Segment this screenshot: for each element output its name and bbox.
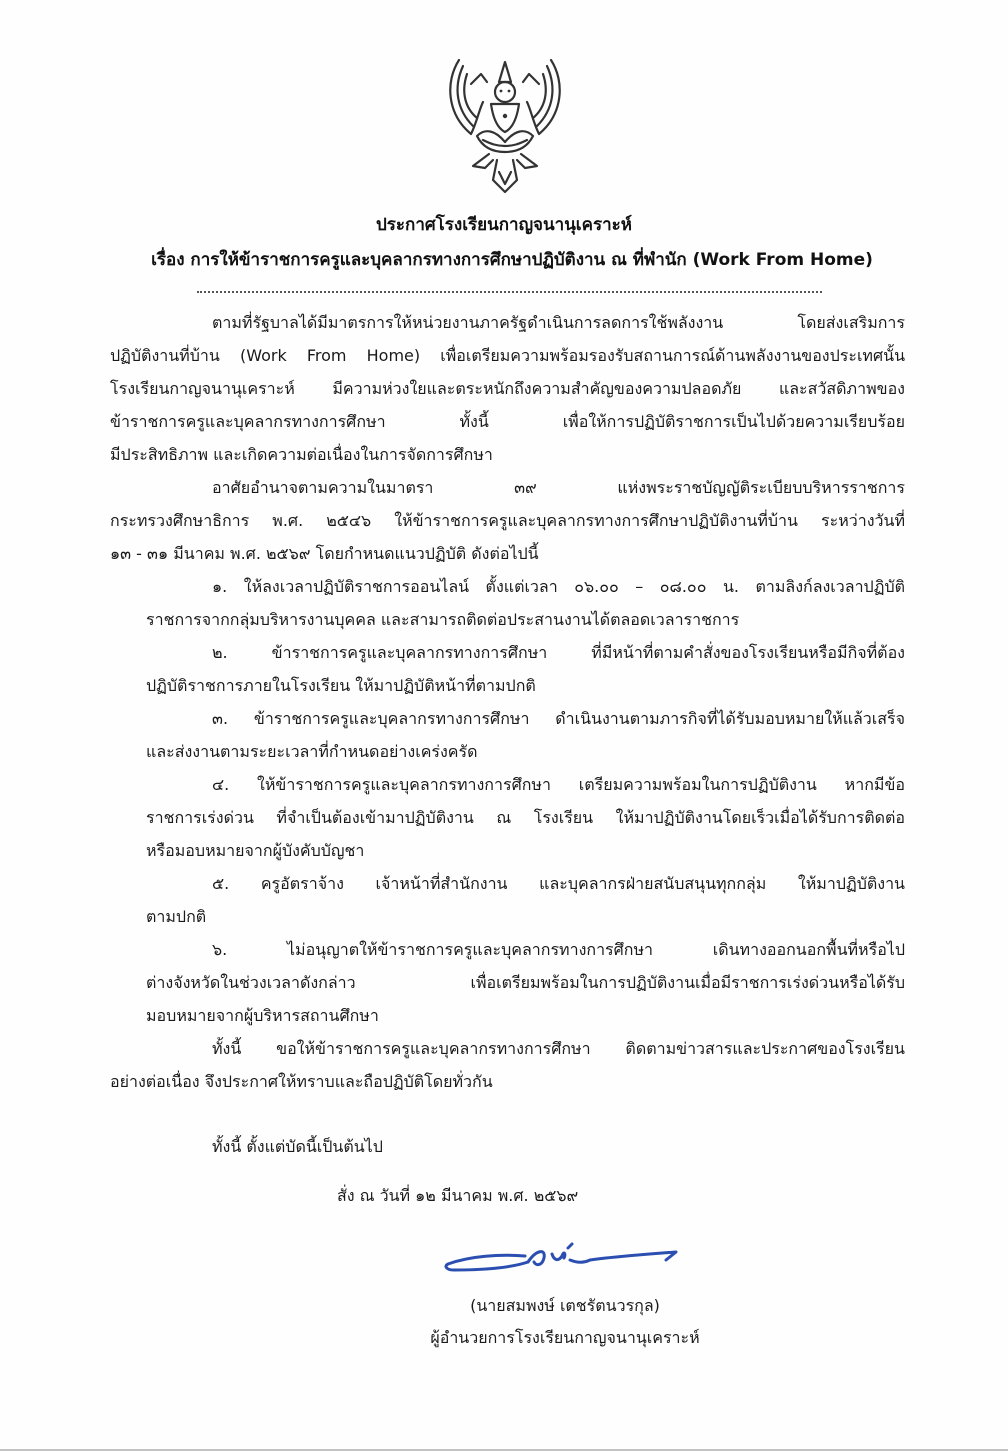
guideline-item-4-cont: หรือมอบหมายจากผู้บังคับบัญชา xyxy=(146,841,365,860)
intro-line: ข้าราชการครูและบุคลากรทางการศึกษา ทั้งนี้ เพื่อให้การปฏิบัติราชการเป็นไปด้วยความเรียบร้อย xyxy=(110,412,905,431)
item-number: ๒. xyxy=(212,643,228,662)
garuda-emblem-icon xyxy=(437,52,573,196)
authority-line: ๑๓ - ๓๑ มีนาคม พ.ศ. ๒๕๖๙ โดยกำหนดแนวปฏิบัติ ดังต่อไปนี้ xyxy=(110,544,539,563)
signature-icon xyxy=(440,1240,685,1280)
announcement-subject: เรื่อง การให้ข้าราชการครูและบุคลากรทางการศึกษาปฏิบัติงาน ณ ที่พำนัก (Work From Home) xyxy=(151,250,873,270)
item-text: ข้าราชการครูและบุคลากรทางการศึกษา ดำเนินงานตามภารกิจที่ได้รับมอบหมายให้แล้วเสร็จ xyxy=(253,709,905,728)
item-number: ๕. xyxy=(212,874,230,893)
guideline-item-6-cont: มอบหมายจากผู้บริหารสถานศึกษา xyxy=(146,1006,379,1025)
guideline-item-4 xyxy=(212,774,905,796)
intro-line: มีประสิทธิภาพ และเกิดความต่อเนื่องในการจัดการศึกษา xyxy=(110,445,493,464)
item-text: ให้ข้าราชการครูและบุคลากรทางการศึกษา เตรียมความพร้อมในการปฏิบัติงาน หากมีข้อ xyxy=(257,775,905,794)
guideline-item-1-cont: ราชการจากกลุ่มบริหารงานบุคคล และสามารถติดต่อประสานงานได้ตลอดเวลาราชการ xyxy=(146,610,740,629)
item-number: ๔. xyxy=(212,775,230,794)
intro-line: ปฏิบัติงานที่บ้าน (Work From Home) เพื่อเตรียมความพร้อมรองรับสถานการณ์ด้านพลังงานของประเทศนั้น xyxy=(110,346,905,365)
signer-title: ผู้อำนวยการโรงเรียนกาญจนานุเคราะห์ xyxy=(430,1328,700,1347)
authority-line: กระทรวงศึกษาธิการ พ.ศ. ๒๕๔๖ ให้ข้าราชการครูและบุคลากรทางการศึกษาปฏิบัติงานที่บ้าน ระหว่างวันที่ xyxy=(110,511,905,530)
guideline-item-4-cont: ราชการเร่งด่วน ที่จำเป็นต้องเข้ามาปฏิบัติงาน ณ โรงเรียน ให้มาปฏิบัติงานโดยเร็วเมื่อได้รับการติดต่อ xyxy=(146,808,905,827)
dotted-divider xyxy=(197,291,822,293)
guideline-item-5-cont: ตามปกติ xyxy=(146,907,207,926)
item-text: ข้าราชการครูและบุคลากรทางการศึกษา ที่มีหน้าที่ตามคำสั่งของโรงเรียนหรือมีกิจที่ต้อง xyxy=(271,643,905,662)
order-date: สั่ง ณ วันที่ ๑๒ มีนาคม พ.ศ. ๒๕๖๙ xyxy=(337,1186,579,1205)
item-text: ให้ลงเวลาปฏิบัติราชการออนไลน์ ตั้งแต่เวลา ๐๖.๐๐ – ๐๘.๐๐ น. ตามลิงก์ลงเวลาปฏิบัติ xyxy=(243,577,905,596)
guideline-item-2 xyxy=(212,642,905,664)
guideline-item-1 xyxy=(212,576,905,598)
guideline-item-3 xyxy=(212,708,905,730)
item-number: ๓. xyxy=(212,709,229,728)
intro-line: โรงเรียนกาญจนานุเคราะห์ มีความห่วงใยและตระหนักถึงความสำคัญของความปลอดภัย และสวัสดิภาพของ xyxy=(110,379,905,398)
guideline-item-6-cont: ต่างจังหวัดในช่วงเวลาดังกล่าว เพื่อเตรียมพร้อมในการปฏิบัติงานเมื่อมีราชการเร่งด่วนหรือได้รับ xyxy=(146,973,905,992)
closing-line: อย่างต่อเนื่อง จึงประกาศให้ทราบและถือปฏิบัติโดยทั่วกัน xyxy=(110,1072,493,1091)
item-text: ไม่อนุญาตให้ข้าราชการครูและบุคลากรทางการศึกษา เดินทางออกนอกพื้นที่หรือไป xyxy=(286,940,905,959)
guideline-item-3-cont: และส่งงานตามระยะเวลาที่กำหนดอย่างเคร่งครัด xyxy=(146,742,478,761)
closing-line: ทั้งนี้ ขอให้ข้าราชการครูและบุคลากรทางการศึกษา ติดตามข่าวสารและประกาศของโรงเรียน xyxy=(212,1039,905,1058)
guideline-item-2-cont: ปฏิบัติราชการภายในโรงเรียน ให้มาปฏิบัติหน้าที่ตามปกติ xyxy=(146,676,536,695)
effective-statement: ทั้งนี้ ตั้งแต่บัดนี้เป็นต้นไป xyxy=(212,1137,383,1156)
guideline-item-6 xyxy=(212,939,905,961)
item-number: ๑. xyxy=(212,577,228,596)
signer-name: (นายสมพงษ์ เตชรัตนวรกุล) xyxy=(470,1296,660,1315)
announcement-title: ประกาศโรงเรียนกาญจนานุเคราะห์ xyxy=(375,215,633,235)
authority-line: อาศัยอำนาจตามความในมาตรา ๓๙ แห่งพระราชบัญญัติระเบียบบริหารราชการ xyxy=(212,478,905,497)
item-text: ครูอัตราจ้าง เจ้าหน้าที่สำนักงาน และบุคลากรฝ่ายสนับสนุนทุกกลุ่ม ให้มาปฏิบัติงาน xyxy=(260,874,905,893)
intro-line: ตามที่รัฐบาลได้มีมาตรการให้หน่วยงานภาครัฐดำเนินการลดการใช้พลังงาน โดยส่งเสริมการ xyxy=(212,313,905,332)
item-number: ๖. xyxy=(212,940,228,959)
guideline-item-5 xyxy=(212,873,905,895)
